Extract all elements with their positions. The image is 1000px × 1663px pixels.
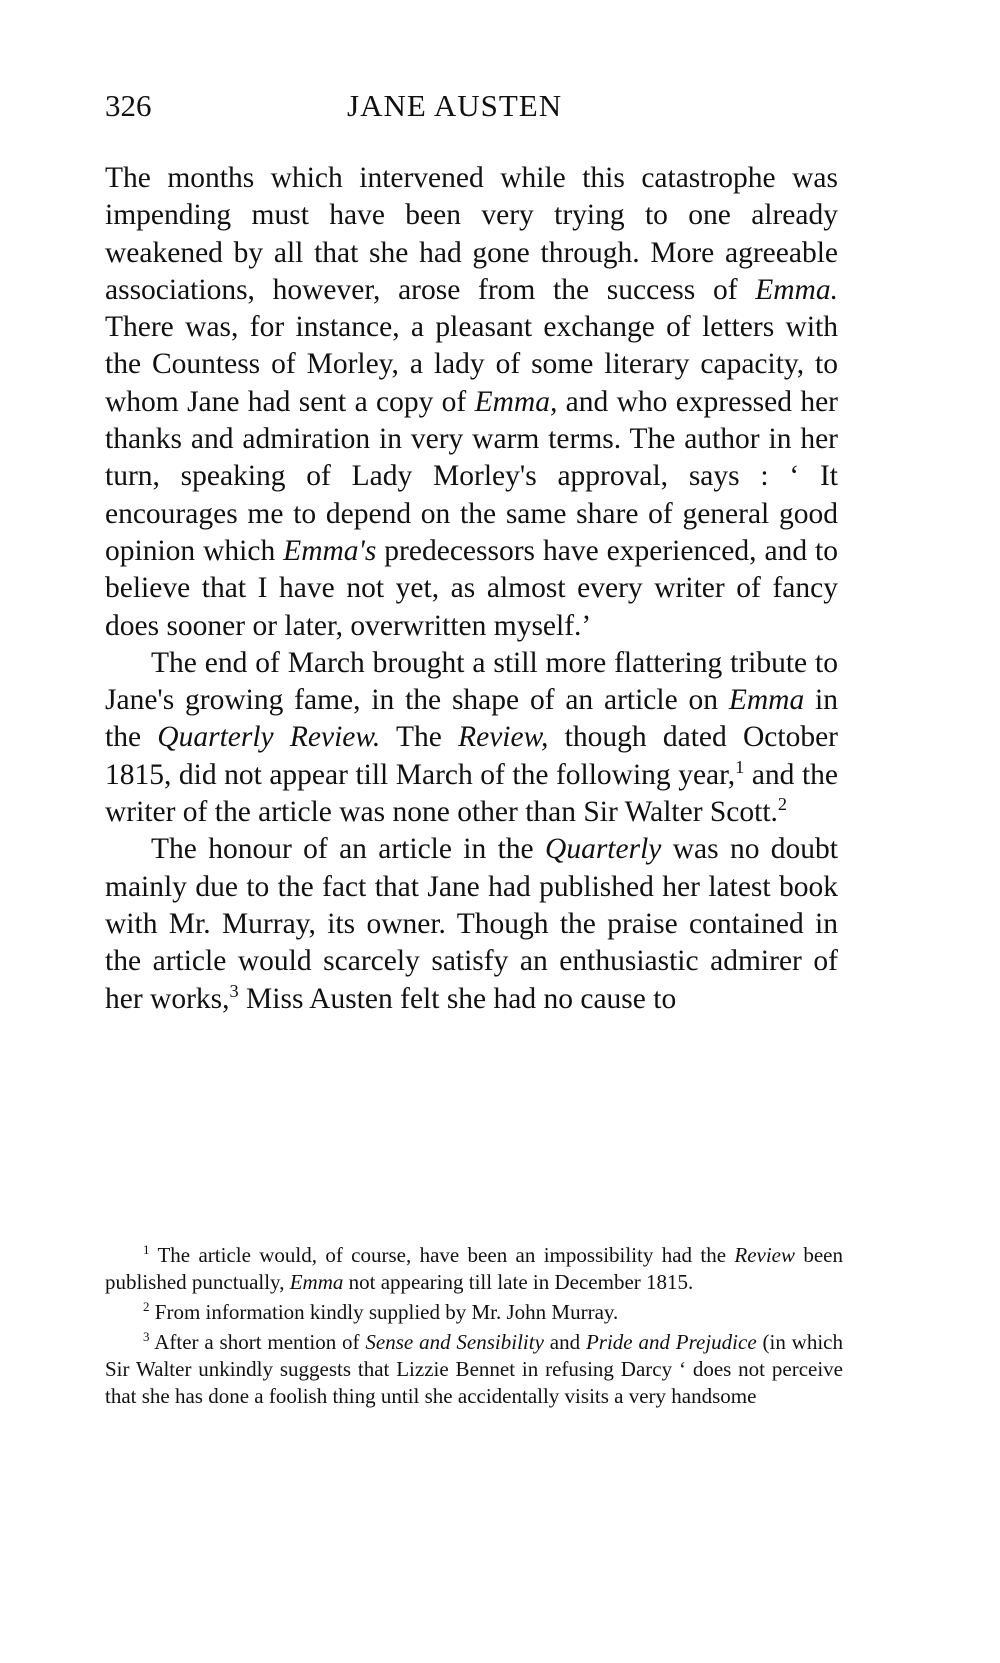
text-run: was no doubt mainly due to the fact that Jane had published her latest book with Mr. Murray, its owner. Though the praise contained in the article would scarcely satisfy an enthusiastic admirer of her works, (105, 833, 838, 1015)
book-title-emma: Emma. (755, 273, 838, 306)
text-run: The (380, 721, 459, 754)
publication-title: Quarterly Review. (157, 721, 381, 754)
page-number: 326 (105, 88, 152, 123)
text-run: predecessors have experienced, and to believe that I have not yet, as almost every writer of fancy does sooner or later, overwritten myself.’ (105, 534, 838, 642)
body-text (105, 160, 838, 1018)
book-title-emma: Emma (289, 1270, 344, 1294)
footnote-marker: 3 (143, 1329, 150, 1344)
text-run: The honour of an article in the (151, 833, 546, 866)
page-header (105, 88, 845, 132)
book-title: Sense and Sensibility (365, 1330, 544, 1354)
publication-title: Review, (458, 721, 549, 754)
text-run: though dated October 1815, did not appear till March of the following year, (105, 721, 839, 791)
book-title-emma: Emma (728, 684, 805, 717)
footnote-ref-2[interactable]: 2 (777, 794, 788, 815)
footnote-marker: 1 (143, 1242, 150, 1257)
paragraph-3 (105, 831, 838, 1017)
text-run: The article would, of course, have been an impossibility had the (149, 1243, 735, 1267)
text-run: and who expressed her thanks and admiration in very warm terms. The author in her turn, speaking of Lady Morley's approval, says : ‘ It encourages me to depend on the same share of general good opinion which (105, 385, 838, 567)
text-run: Miss Austen felt she had no cause to (238, 982, 677, 1015)
footnote-1 (105, 1242, 843, 1296)
text-run: been published punctually, (105, 1243, 843, 1294)
text-run: The months which intervened while this catastrophe was impending must have been very trying to one already weakened by all that she had gone through. More agreeable associations, however, arose from the success of (105, 162, 838, 306)
footnote-3 (105, 1329, 843, 1410)
footnote-marker: 2 (143, 1299, 150, 1314)
footnote-ref-3[interactable]: 3 (229, 980, 239, 1001)
publication-title: Review (734, 1243, 796, 1267)
paragraph-2 (105, 645, 838, 831)
text-run: There was, for instance, a pleasant exchange of letters with the Countess of Morley, a lady of some literary capacity, to whom Jane had sent a copy of (105, 311, 838, 418)
text-run: in the (105, 684, 838, 754)
footnote-2 (105, 1299, 843, 1326)
paragraph-1 (105, 160, 838, 645)
text-run: (in which Sir Walter unkindly suggests that Lizzie Bennet in refusing Darcy ‘ does not perceive that she has done a foolish thing until she accidentally visits a very handsome (105, 1330, 844, 1408)
text-run: and the writer of the article was none other than Sir Walter Scott. (105, 758, 838, 829)
book-title: Pride and Prejudice (585, 1330, 757, 1354)
text-run: After a short mention of (149, 1330, 366, 1354)
book-title-emma: Emma, (474, 385, 558, 418)
text-run: The end of March brought a still more flattering tribute to Jane's growing fame, in the shape of an article on (105, 646, 838, 717)
text-run: not appearing till late in December 1815. (343, 1270, 694, 1294)
running-head: JANE AUSTEN (347, 88, 563, 123)
text-run: From information kindly supplied by Mr. John Murray. (149, 1300, 619, 1324)
footnote-ref-1[interactable]: 1 (735, 756, 745, 777)
book-title-emma: Emma's (283, 534, 377, 567)
publication-title: Quarterly (545, 833, 662, 866)
text-run: and (543, 1330, 586, 1354)
footnotes (105, 1242, 843, 1410)
